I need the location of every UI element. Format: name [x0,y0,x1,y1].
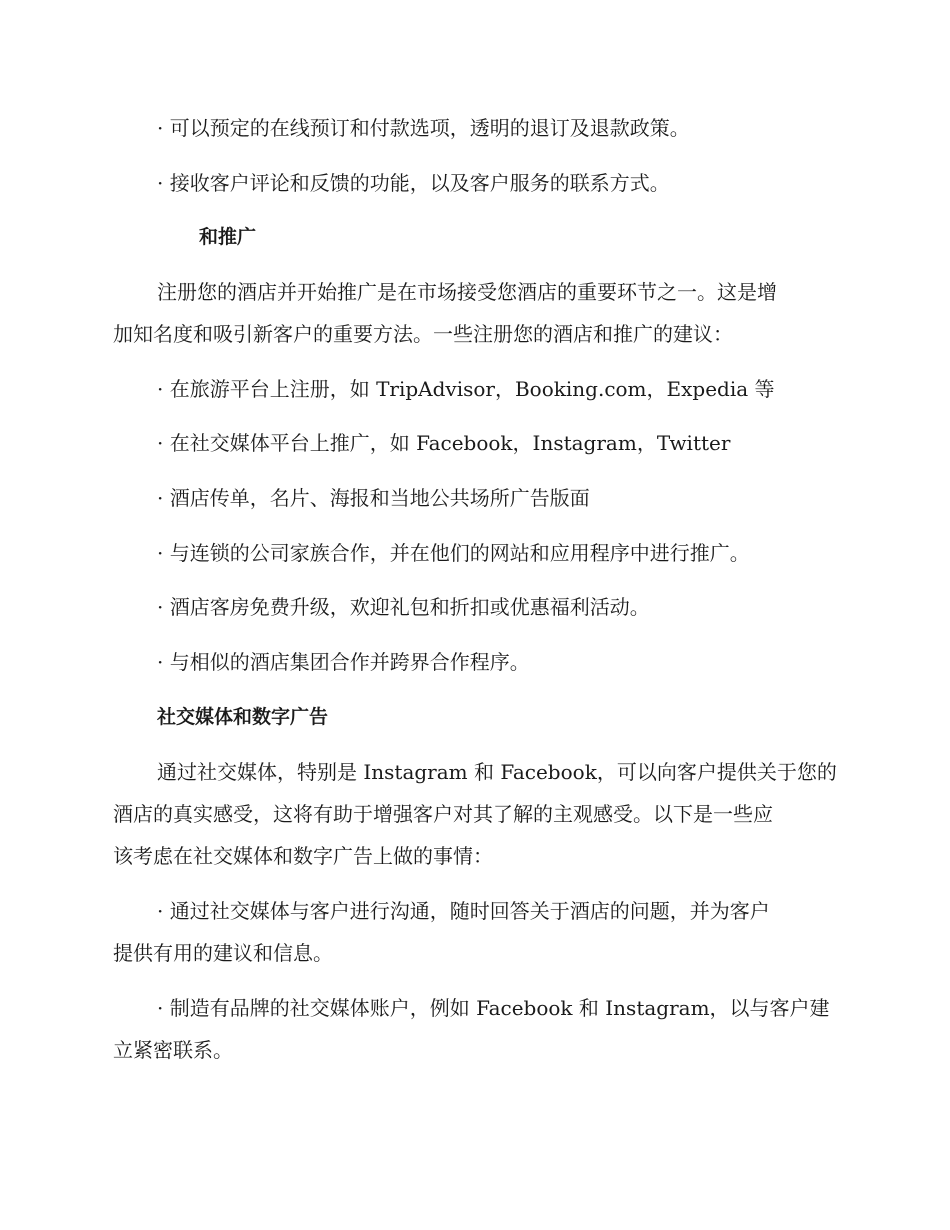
social-item-branded-accounts-line-2: 立紧密联系。 [113,1038,233,1062]
paragraph-social-intro-line-3: 该考虑在社交媒体和数字广告上做的事情： [113,844,493,868]
list-item-travel-platforms: · 在旅游平台上注册，如 TripAdvisor，Booking.com，Expedia 等 [157,377,775,401]
paragraph-social-intro-line-1: 通过社交媒体，特别是 Instagram 和 Facebook，可以向客户提供关于您的 [157,760,837,784]
section-heading-social-media: 社交媒体和数字广告 [157,706,329,728]
paragraph-promotion-intro-line-1: 注册您的酒店并开始推广是在市场接受您酒店的重要环节之一。这是增 [157,280,777,304]
bullet-customer-feedback: · 接收客户评论和反馈的功能，以及客户服务的联系方式。 [157,171,670,195]
paragraph-social-intro-line-2: 酒店的真实感受，这将有助于增强客户对其了解的主观感受。以下是一些应 [113,802,773,826]
social-item-communication-line-2: 提供有用的建议和信息。 [113,941,333,965]
list-item-print-ads: · 酒店传单，名片、海报和当地公共场所广告版面 [157,486,590,510]
social-item-branded-accounts-line-1: · 制造有品牌的社交媒体账户，例如 Facebook 和 Instagram，以与客户建 [157,996,830,1020]
list-item-room-upgrades: · 酒店客房免费升级，欢迎礼包和折扣或优惠福利活动。 [157,595,650,619]
list-item-cross-partnership: · 与相似的酒店集团合作并跨界合作程序。 [157,650,530,674]
bullet-booking-options: · 可以预定的在线预订和付款选项，透明的退订及退款政策。 [157,116,690,140]
list-item-partner-promotion: · 与连锁的公司家族合作，并在他们的网站和应用程序中进行推广。 [157,541,750,565]
social-item-communication-line-1: · 通过社交媒体与客户进行沟通，随时回答关于酒店的问题，并为客户 [157,899,770,923]
list-item-social-platforms: · 在社交媒体平台上推广，如 Facebook，Instagram，Twitter [157,431,731,455]
paragraph-promotion-intro-line-2: 加知名度和吸引新客户的重要方法。一些注册您的酒店和推广的建议： [113,322,733,346]
section-heading-promotion: 和推广 [199,226,257,248]
